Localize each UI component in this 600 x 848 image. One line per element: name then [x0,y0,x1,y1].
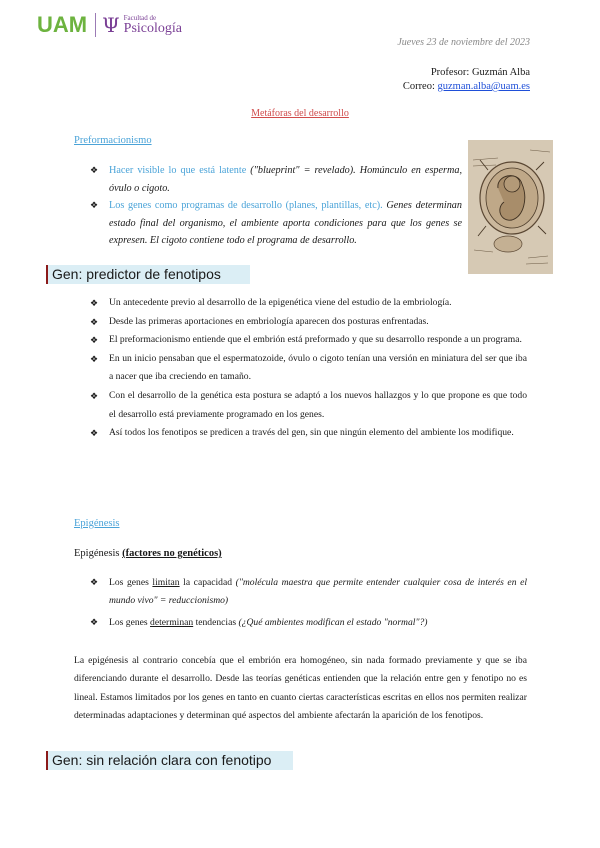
bullet-text-underlined: limitan [152,577,180,588]
list-item [90,331,527,350]
list-item-text: Desde las primeras aportaciones en embriología aparecen dos posturas enfrentadas. [109,315,429,327]
list-item [90,387,527,424]
embriologia-list [90,294,527,443]
diamond-bullet-icon: ❖ [90,200,99,210]
bullet-text-italic: (¿Qué ambientes modifican el estado "normal"?) [238,616,428,628]
diamond-bullet-icon: ❖ [90,428,99,439]
bullet-text-italic: ("blueprint" = revelado). Homúnculo en esperma, óvulo o cigoto. [109,165,462,194]
diamond-bullet-icon: ❖ [90,353,99,364]
subheading-plain: Epigénesis [74,548,123,559]
email-line [403,80,530,94]
diamond-bullet-icon: ❖ [90,335,99,346]
uam-logo-text: UAM [37,12,88,37]
section-heading-epigenesis: Epigénesis [74,518,120,529]
list-item [90,614,527,632]
list-item [90,294,527,313]
list-item-text: Un antecedente previo al desarrollo de la epigenética viene del estudio de la embriología. [109,297,452,308]
bullet-text-blue: Los genes como programas de desarrollo (planes, plantillas, etc). [109,200,383,211]
section-band-gen-sin-relacion: Gen: sin relación clara con fenotipo [46,751,293,770]
epigenesis-paragraph: La epigénesis al contrario concebía que el embrión era homogéneo, sin nada formado previamente y que se iba diferenciando durante el desarrollo. Desde las teorías genéticas entienden que la relación entre gen y fenotipo no es lineal. Estamos limitados por los genes en tanto en cuanto ciertas características escritas en ellos nos permiten realizar determinadas adaptaciones y determinan qué aspectos del ambiente afectarán la aparición de los fenotipos. [74,655,527,722]
email-label: Correo: [402,81,438,92]
diamond-bullet-icon: ❖ [90,577,99,587]
list-item-text: El preformacionismo entiende que el embrión está preformado y que su desarrollo responde a un programa. [109,334,522,346]
psi-icon: Ψ [102,13,120,37]
diamond-bullet-icon: ❖ [90,165,99,175]
professor-name: Profesor: Guzmán Alba [430,67,530,78]
logo-divider [95,13,96,37]
fetus-illustration [468,140,553,274]
diamond-bullet-icon: ❖ [90,316,99,327]
section-heading-preformacionismo: Preformacionismo [74,135,152,146]
bullet-text: Los genes [109,616,151,628]
subheading-bold: (factores no genéticos) [122,548,222,559]
bullet-text: Los genes [109,577,153,588]
bullet-text: la capacidad [179,577,236,588]
epigenesis-list [90,574,527,631]
faculty-name [124,15,182,36]
document-title: Metáforas del desarrollo [251,108,349,119]
bullet-text-italic: ("molécula maestra que permite entender cualquier cosa de interés en el mundo vivo" = reduccionismo) [109,577,527,606]
email-link[interactable]: guzman.alba@uam.es [437,81,530,92]
faculty-name-big: Psicología [123,20,182,36]
document-date: Jueves 23 de noviembre del 2023 [397,37,530,48]
bullet-text-underlined: determinan [150,616,194,628]
fetus-drawing-icon [468,140,553,274]
section-band-gen-predictor: Gen: predictor de fenotipos [46,265,250,284]
diamond-bullet-icon: ❖ [90,616,99,627]
diamond-bullet-icon: ❖ [90,298,99,308]
list-item-text: Con el desarrollo de la genética esta postura se adaptó a los nuevos hallazgos y lo que propone es que todo el desarrollo está previamente programado en los genes. [109,389,527,420]
faculty-name-small: Facultad de [123,13,157,22]
faculty-logo [37,12,182,38]
bullet-text-italic: Genes determinan estado final del organismo, el ambiente aporta condiciones para que los genes se expresen. El cigoto contiene todo el programa de desarrollo. [109,200,462,246]
bullet-text: tendencias [193,616,239,628]
professor-info [403,66,530,94]
preformacionismo-list [90,162,462,250]
list-item [90,313,527,332]
list-item [90,350,527,387]
bullet-text-blue: Hacer visible lo que está latente [109,165,251,176]
list-item [90,574,527,610]
diamond-bullet-icon: ❖ [90,390,99,401]
epigenesis-subheading [74,548,222,559]
list-item [90,424,527,443]
list-item-text: En un inicio pensaban que el espermatozoide, óvulo o cigoto tenían una versión en miniatura del ser que iba a nacer que iba creciendo en tamaño. [109,352,527,383]
list-item [90,197,462,250]
list-item-text: Así todos los fenotipos se predicen a través del gen, sin que ningún elemento del ambiente los modifique. [109,427,514,439]
list-item [90,162,462,197]
